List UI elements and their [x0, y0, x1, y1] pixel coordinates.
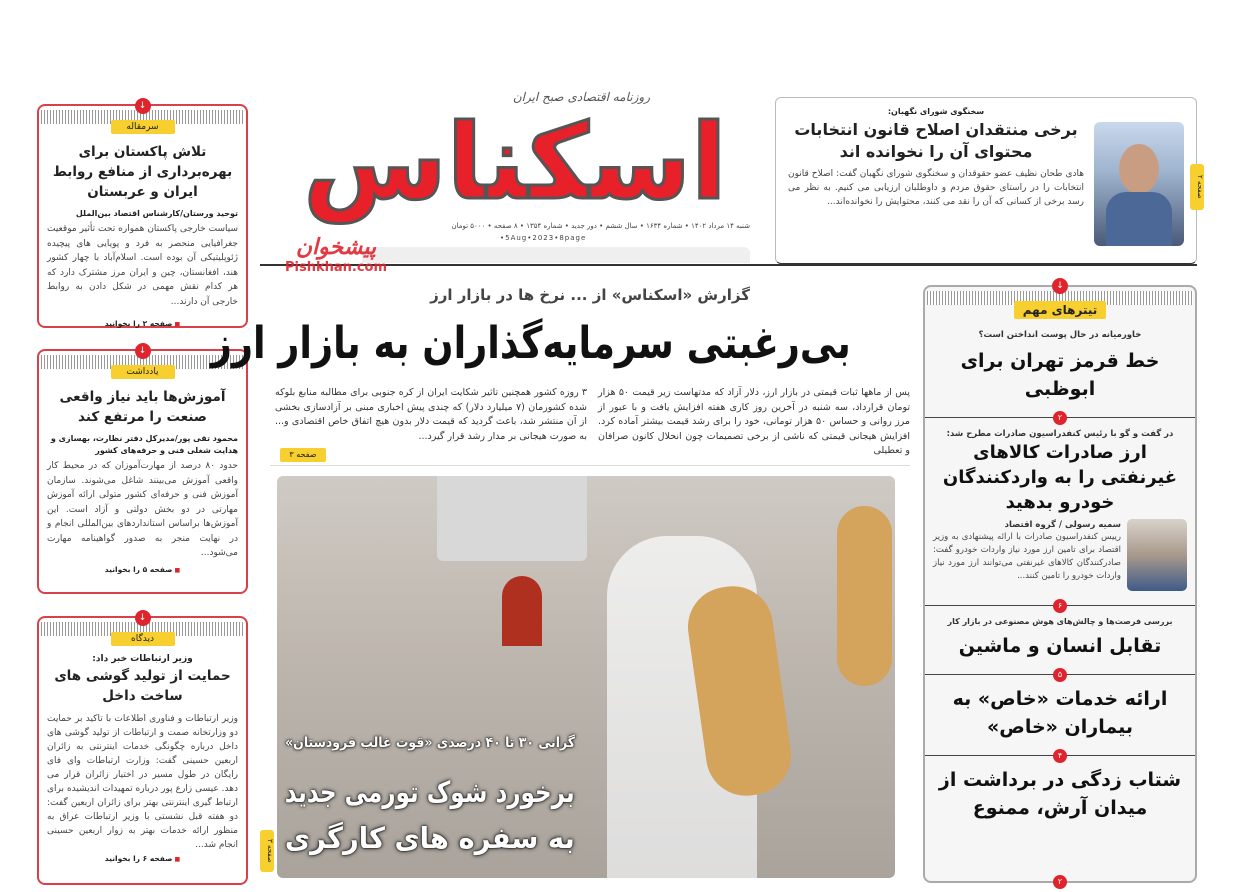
- headline-title[interactable]: تقابل انسان و ماشین: [958, 635, 1162, 657]
- article-title[interactable]: آموزش‌ها باید نیاز واقعی صنعت را مرتفع کند: [59, 389, 226, 425]
- lead-kicker-text: گزارش «اسکناس» از ... نرخ ها در بازار ارز: [430, 286, 750, 304]
- section-tag: سرمقاله: [111, 120, 175, 134]
- story-body: هادی طحان نظیف عضو حقوقدان و سخنگوی شورای نگهبان گفت: اصلاح قانون انتخابات را در راستای حقوق مردم و داوطلبان ارزیابی می کنیم. به نظر می رسد برخی از کسانی که آن را نقد می کنند، محتوایش را نخوانده‌اند...: [788, 169, 1084, 207]
- headline-item[interactable]: [925, 606, 1195, 679]
- photo-title-2-text[interactable]: به سفره های کارگری: [285, 821, 575, 855]
- section-tag: تیترهای مهم: [1014, 301, 1106, 319]
- headline-item[interactable]: [925, 418, 1195, 610]
- bakery-photo[interactable]: [277, 476, 895, 878]
- page-tag: صفحه ۲: [1190, 164, 1204, 210]
- top-story-text: [788, 106, 1084, 209]
- photo-kicker-text: گرانی ۳۰ تا ۴۰ درصدی «قوت غالب فرودستان»: [285, 735, 575, 751]
- headline-item[interactable]: [925, 319, 1195, 422]
- watermark-en: Pishkhan.com: [285, 260, 388, 275]
- headlines-column: [923, 281, 1197, 886]
- headline-title[interactable]: ارز صادرات کالاهای غیرنفتی را به واردکنندگان خودرو بدهید: [942, 442, 1178, 513]
- story-kicker: سخنگوی شورای نگهبان:: [887, 107, 985, 116]
- lead-headline-text[interactable]: بی‌رغبتی سرمایه‌گذاران به بازار ارز: [211, 318, 852, 369]
- arrow-down-icon: ↓: [1052, 278, 1068, 294]
- headline-author: سمیه رسولی / گروه اقتصاد: [1004, 520, 1121, 530]
- article-author: توحید ورستان/کارشناس اقتصاد بین‌الملل: [75, 209, 238, 218]
- viewpoint-box: [37, 613, 248, 885]
- lead-headline[interactable]: [211, 314, 915, 374]
- oven-hood: [437, 476, 587, 561]
- person-photo: [1094, 122, 1184, 246]
- watermark: [285, 236, 387, 275]
- page-number-badge: ۲: [1053, 411, 1067, 425]
- read-more-link[interactable]: ■ صفحه ۶ را بخوانید: [47, 854, 238, 863]
- arrow-down-icon: ↓: [135, 343, 151, 359]
- headline-title[interactable]: ارائه خدمات «خاص» به بیماران «خاص»: [952, 688, 1168, 738]
- editorial-box: [37, 101, 248, 328]
- note-box: [37, 346, 248, 594]
- lead-body-left: ۳ روزه کشور همچنین تاثیر شکایت ایران از کره جنوبی برای مطالبه منابع بلوکه شده کشورمان (۷ میلیارد دلار) که چندی پیش اخباری مبنی بر آزادسازی بخشی از آن منتشر شد، باعث گردید که قیمت دلار بدون هیچ اتفاق خاص اقتصادی و... به صورت هیجانی بر مدار رشد قرار گیرد...: [275, 387, 587, 442]
- newspaper-logo-text: اسکناس: [303, 101, 727, 223]
- article-title[interactable]: حمایت از تولید گوشی های ساخت داخل: [54, 668, 231, 704]
- read-more-link[interactable]: ■ صفحه ۲ را بخوانید: [47, 319, 238, 328]
- subline-bar: [362, 247, 750, 263]
- article-body: حدود ۸۰ درصد از مهارت‌آموزان که در محیط کار واقعی آموزش می‌بینند شاغل می‌شوند. سازمان آموزش فنی و حرفه‌ای کشور متولی ارائه آموزش مهارتی در دو بخش دولتی و آزاد است. این آموزش‌ها براساس استانداردهای بین‌المللی انجام و در نهایت منجر به صدور گواهینامه مهارت می‌شود...: [47, 461, 238, 558]
- issue-line-en: •5Aug•2023•8page: [500, 234, 587, 242]
- newspaper-logo: [270, 101, 760, 223]
- headline-kicker: بررسی فرصت‌ها و چالش‌های هوش مصنوعی در بازار کار: [947, 617, 1173, 626]
- section-tag: دیدگاه: [111, 632, 175, 646]
- headline-detail: [933, 519, 1187, 591]
- read-more-link[interactable]: ■ صفحه ۵ را بخوانید: [47, 565, 238, 574]
- arrow-down-icon: ↓: [135, 610, 151, 626]
- section-tag: یادداشت: [111, 365, 175, 379]
- page-number-badge: ۴: [1053, 749, 1067, 763]
- headline-item[interactable]: [925, 756, 1195, 886]
- headline-body: رییس کنفدراسیون صادرات با ارائه پیشنهادی به وزیر اقتصاد برای تامین ارز مورد نیاز واردات خودرو گفت: صادرکنندگان کالاهای غیرنفتی می‌توانند ارز مورد نیاز واردات خودرو را تامین کنند...: [933, 532, 1121, 581]
- photo-title-2[interactable]: [285, 818, 575, 858]
- article-author: محمود تقی پور/مدیرکل دفتر نظارت، بهسازی و هدایت شغلی فنی و حرفه‌های کشور: [50, 434, 238, 455]
- headline-title[interactable]: خط قرمز تهران برای ابوظبی: [960, 350, 1160, 400]
- headline-item[interactable]: [925, 675, 1195, 760]
- page-number-badge: ۲: [1053, 875, 1067, 889]
- bread: [837, 506, 892, 686]
- watermark-fa: پیشخوان: [295, 235, 377, 260]
- lead-body-right: پس از ماهها ثبات قیمتی در بازار ارز، دلار آزاد که مدتهاست زیر قیمت ۵۰ هزار تومان قرارداد، سه شنبه در آخرین روز کاری هفته افزایش یافت و با عبور از مرز روانی و حساس ۵۰ هزار تومانی، خود را برای رشد قیمت بیشتر آماده کرد. افزایش هیجانی قیمتی که ناشی از برخی تصمیمات چون انحلال کانون صرافان و تعطیلی: [598, 387, 911, 456]
- page-number-badge: ۶: [1053, 599, 1067, 613]
- headline-kicker: خاورمیانه در حال پوست انداختن است؟: [978, 330, 1142, 340]
- article-body: سیاست خارجی پاکستان همواره تحت تأثیر موقعیت جغرافیایی منحصر به فرد و پویایی های پیچیده ژئوپلیتیکی آن بوده است. اسلام‌آباد با چهار کشور هند، افغانستان، چین و ایران مرز مشترک دارد که هر کدام نقش مهمی در شکل دادن به روابط خارجی آن دارند...: [47, 224, 238, 307]
- photo-title-1-text[interactable]: برخورد شوک تورمی جدید: [285, 775, 575, 809]
- photo-title-1[interactable]: [285, 772, 575, 812]
- lead-kicker: [400, 285, 780, 305]
- page-number-badge: ۵: [1053, 668, 1067, 682]
- newspaper-tagline: روزنامه اقتصادی صبح ایران: [512, 90, 650, 104]
- issue-line: شنبه ۱۴ مرداد ۱۴۰۲ • شماره ۱۶۳۴ • سال ششم • دور جدید • شماره ۱۳۵۴ • ۸ صفحه • ۵۰۰۰ تومان: [451, 222, 750, 230]
- oven-fire: [502, 576, 542, 646]
- photo-kicker: [285, 732, 575, 753]
- page-tag[interactable]: صفحه ۳: [280, 448, 326, 462]
- page-tag[interactable]: صفحه ۳: [260, 830, 274, 872]
- arrow-down-icon: ↓: [135, 98, 151, 114]
- divider-line: [270, 465, 910, 466]
- story-title[interactable]: برخی منتقدان اصلاح قانون انتخابات محتوای آن را نخوانده اند: [794, 120, 1078, 161]
- person-photo: [1127, 519, 1187, 591]
- article-kicker: وزیر ارتباطات خبر داد:: [92, 654, 193, 664]
- divider-line: [260, 264, 1197, 266]
- article-body: وزیر ارتباطات و فناوری اطلاعات با تاکید بر حمایت دو وزارتخانه صمت و ارتباطات از تولید گوشی های داخل درباره چگونگی خدمات اینترنتی به زائران اربعین حسینی گفت: وزارت ارتباطات وای فای رایگان در طول مسیر در اختیار زائران قرار می دهد. عیسی زارع پور درباره تمهیدات اندیشیده برای ارتباط گیری اینترنتی بهتر برای زائران اربعین گفت: دو هفته قبل نشستی با وزیر ارتباطات عراق به منظور ارائه خدمات بهتر به زوار اربعین حسینی انجام شد...: [47, 714, 238, 850]
- top-story-box: [775, 97, 1204, 264]
- headline-title[interactable]: شتاب زدگی در برداشت از میدان آرش، ممنوع: [938, 769, 1182, 819]
- article-title[interactable]: تلاش پاکستان برای بهره‌برداری از منافع روابط ایران و عربستان: [52, 144, 233, 200]
- headline-kicker: در گفت و گو با رئیس کنفدراسیون صادرات مطرح شد:: [946, 429, 1174, 439]
